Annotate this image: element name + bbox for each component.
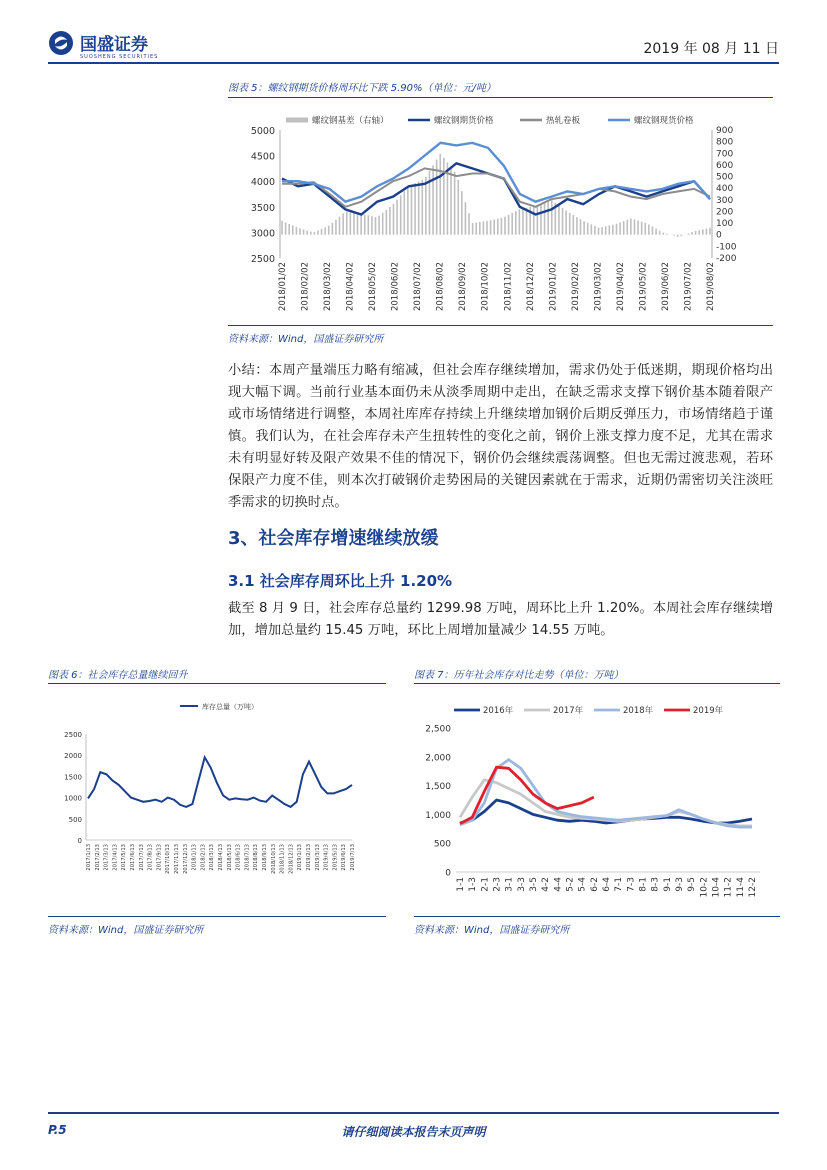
x-tick-label: 6-4 <box>602 877 612 892</box>
y-tick-label: 2000 <box>64 752 82 761</box>
x-tick-label: 2018/09/02 <box>458 262 469 311</box>
legend-label: 2017年 <box>553 706 584 716</box>
x-tick-label: 1-1 <box>456 877 466 892</box>
legend-label: 2016年 <box>483 706 514 716</box>
x-tick-label: 2018/8/13 <box>253 844 260 871</box>
y-tick-label: 3000 <box>250 228 275 240</box>
x-tick-label: 2018/05/02 <box>368 262 379 311</box>
y2-tick-label: 400 <box>716 184 734 195</box>
section3-heading: 3、社会库存增速继续放缓 <box>228 528 439 549</box>
x-tick-label: 9-1 <box>662 877 673 892</box>
x-tick-label: 5-2 <box>565 877 576 892</box>
x-tick-label: 2019/1/13 <box>297 844 304 871</box>
x-tick-label: 2019/2/13 <box>306 844 312 871</box>
x-tick-label: 2017/11/13 <box>174 844 180 874</box>
legend-label: 库存总量（万吨） <box>202 703 258 711</box>
figure7-caption: 图表 7：历年社会库存对比走势（单位：万吨） <box>414 670 624 681</box>
figure6-chart <box>48 688 386 913</box>
y-tick-label: 0 <box>77 837 82 845</box>
x-tick-label: 1-3 <box>468 877 479 892</box>
figure7-chart <box>414 688 780 913</box>
x-tick-label: 9-5 <box>687 877 698 892</box>
x-tick-label: 4-2 <box>541 877 552 892</box>
x-tick-label: 3-1 <box>504 877 515 892</box>
x-tick-label: 2019/4/13 <box>323 844 330 871</box>
figure5-source: 资料来源：Wind，国盛证券研究所 <box>228 334 384 345</box>
series-line <box>88 757 352 807</box>
x-tick-label: 12-2 <box>748 877 758 898</box>
x-tick-label: 7-3 <box>626 877 637 892</box>
x-tick-label: 10-2 <box>699 877 710 898</box>
y-tick-label: 2500 <box>64 731 82 739</box>
y2-tick-label: 100 <box>716 219 734 230</box>
logo-icon <box>48 30 74 56</box>
logo-subtext: SUOSHENG SECURITIES <box>80 54 159 60</box>
logo-text: 国盛证券 <box>80 35 148 55</box>
series-line <box>282 143 710 202</box>
x-tick-label: 2018/9/13 <box>262 844 268 871</box>
x-tick-label: 2018/04/02 <box>345 262 356 311</box>
x-tick-label: 2019/03/02 <box>593 262 604 311</box>
legend-label: 2018年 <box>623 706 654 716</box>
logo <box>48 28 178 64</box>
y-tick-label: 1000 <box>64 794 82 803</box>
x-tick-label: 9-3 <box>675 877 685 892</box>
x-tick-label: 2018/11/02 <box>503 262 514 311</box>
x-tick-label: 2018/06/02 <box>390 262 401 311</box>
x-tick-label: 3-3 <box>516 877 527 892</box>
x-tick-label: 2017/7/13 <box>138 844 145 871</box>
figure7-bottom-rule <box>414 916 780 917</box>
x-tick-label: 11-2 <box>723 877 734 898</box>
x-tick-label: 7-1 <box>614 877 625 892</box>
y-tick-label: 0 <box>445 868 451 879</box>
x-tick-label: 2018/6/13 <box>235 844 242 871</box>
y2-tick-label: 800 <box>716 137 734 148</box>
x-tick-label: 4-4 <box>553 877 564 892</box>
page-number: P.5 <box>48 1123 67 1137</box>
y2-tick-label: 600 <box>716 160 734 171</box>
y2-tick-label: 900 <box>716 126 734 136</box>
figure7-top-rule <box>414 683 780 684</box>
x-tick-label: 2019/05/02 <box>638 262 649 311</box>
figure6-source: 资料来源：Wind，国盛证券研究所 <box>48 925 204 936</box>
y2-tick-label: 200 <box>716 207 734 218</box>
x-tick-label: 2018/4/13 <box>218 844 224 871</box>
legend-label: 热轧卷板 <box>546 116 581 126</box>
y2-tick-label: 0 <box>716 230 722 241</box>
x-tick-label: 11-4 <box>735 877 746 898</box>
x-tick-label: 3-5 <box>529 877 539 892</box>
figure6-top-rule <box>48 683 386 684</box>
y-tick-label: 500 <box>68 815 82 824</box>
x-tick-label: 2019/02/02 <box>570 262 581 311</box>
x-tick-label: 2018/5/13 <box>226 844 233 871</box>
y-tick-label: 500 <box>433 839 451 850</box>
legend-label: 螺纹钢基差（右轴） <box>312 116 389 126</box>
x-tick-label: 2019/5/13 <box>332 844 339 871</box>
legend-label: 螺纹钢现货价格 <box>634 116 694 126</box>
x-tick-label: 2017/10/13 <box>165 844 172 874</box>
series-line <box>460 760 752 827</box>
x-tick-label: 2017/5/13 <box>121 844 128 871</box>
x-tick-label: 2019/07/02 <box>683 262 694 311</box>
x-tick-label: 2019/08/02 <box>706 262 716 311</box>
footer-notice: 请仔细阅读本报告末页声明 <box>341 1125 486 1139</box>
x-tick-label: 2017/12/13 <box>182 844 189 874</box>
x-tick-label: 10-4 <box>711 877 722 898</box>
y-tick-label: 1,500 <box>425 782 451 793</box>
x-tick-label: 2017/9/13 <box>156 844 163 871</box>
summary-paragraph: 小结：本周产量端压力略有缩减，但社会库存继续增加，需求仍处于低迷期，期现价格均出现大幅下调。当前行业基本面仍未从淡季周期中走出，在缺乏需求支撑下钢价基本随着限产或市场情绪进行调整，本周社库库存持续上升继续增加钢价后期反弹压力，市场情绪趋于谨慎。我们认为，在社会库存未产生扭转性的变化之前，钢价上涨支撑力度不足，尤其在需求未有明显好转及限产效果不佳的情况下，钢价仍会继续震荡调整。但也无需过渡悲观，若环保限产力度不佳，则本次打破钢价走势困局的关键因素就在于需求，近期仍需密切关注淡旺季需求的切换时点。 <box>228 363 773 510</box>
x-tick-label: 2018/7/13 <box>244 844 251 871</box>
legend-label: 2019年 <box>693 706 724 716</box>
x-tick-label: 2018/2/13 <box>200 844 207 871</box>
y2-tick-label: 300 <box>716 195 734 206</box>
x-tick-label: 2018/08/02 <box>435 262 446 311</box>
figure5-bottom-rule <box>228 325 773 326</box>
y-tick-label: 2,500 <box>425 724 451 735</box>
x-tick-label: 2017/6/13 <box>130 844 136 871</box>
x-tick-label: 2018/3/13 <box>209 844 216 871</box>
x-tick-label: 2017/3/13 <box>103 844 110 871</box>
x-tick-label: 2018/02/02 <box>300 262 311 311</box>
x-tick-label: 2019/04/02 <box>615 262 626 311</box>
x-tick-label: 2-1 <box>480 877 491 892</box>
y2-tick-label: 500 <box>716 172 734 183</box>
x-tick-label: 2019/3/13 <box>314 844 321 871</box>
y-tick-label: 4500 <box>250 151 275 163</box>
y2-tick-label: -200 <box>716 254 737 264</box>
x-tick-label: 2018/11/13 <box>279 844 286 874</box>
figure5-top-rule <box>228 97 773 98</box>
x-tick-label: 2017/8/13 <box>147 844 154 871</box>
y2-tick-label: 700 <box>716 149 734 160</box>
x-tick-label: 2019/01/02 <box>548 262 559 311</box>
x-tick-label: 5-4 <box>577 877 588 892</box>
x-tick-label: 2019/7/13 <box>350 844 356 871</box>
x-tick-label: 2018/10/13 <box>270 844 277 874</box>
y-tick-label: 2500 <box>250 254 275 265</box>
x-tick-label: 2019/6/13 <box>341 844 348 871</box>
report-date: 2019 年 08 月 11 日 <box>643 41 779 57</box>
figure6-bottom-rule <box>48 916 386 917</box>
figure5-caption: 图表 5：螺纹钢期货价格周环比下跌 5.90%（单位：元/吨） <box>228 83 496 94</box>
section31-body: 截至 8 月 9 日，社会库存总量约 1299.98 万吨，周环比上升 1.20%。本周社会库存继续增加，增加总量约 15.45 万吨，环比上周增加量减少 14.55 万吨。 <box>228 601 773 638</box>
x-tick-label: 2018/1/13 <box>191 844 198 871</box>
header-rule <box>48 62 779 64</box>
figure7-source: 资料来源：Wind，国盛证券研究所 <box>414 925 570 936</box>
y-tick-label: 3500 <box>250 202 275 214</box>
x-tick-label: 2017/2/13 <box>94 844 101 871</box>
y-tick-label: 1500 <box>64 773 82 782</box>
x-tick-label: 2018/01/02 <box>278 262 288 311</box>
y2-tick-label: -100 <box>716 242 737 253</box>
x-tick-label: 6-2 <box>589 877 600 892</box>
x-tick-label: 2017/4/13 <box>112 844 119 871</box>
x-tick-label: 2018/03/02 <box>323 262 334 311</box>
y-tick-label: 1,000 <box>425 810 451 821</box>
figure6-caption: 图表 6：社会库存总量继续回升 <box>48 670 188 681</box>
section31-heading: 3.1 社会库存周环比上升 1.20% <box>228 572 453 590</box>
x-tick-label: 2018/12/13 <box>288 844 295 874</box>
x-tick-label: 2018/10/02 <box>480 262 491 311</box>
footer-rule <box>48 1112 779 1114</box>
legend-label: 螺纹钢期货价格 <box>434 116 494 126</box>
x-tick-label: 2-3 <box>492 877 503 892</box>
x-tick-label: 2018/12/02 <box>525 262 536 311</box>
x-tick-label: 8-1 <box>638 877 649 892</box>
x-tick-label: 2019/06/02 <box>660 262 671 311</box>
y-tick-label: 5000 <box>250 126 275 137</box>
x-tick-label: 8-3 <box>650 877 661 892</box>
x-tick-label: 2017/1/13 <box>86 844 92 871</box>
figure5-chart <box>228 100 773 322</box>
y-tick-label: 4000 <box>250 177 275 189</box>
y-tick-label: 2,000 <box>425 753 451 764</box>
x-tick-label: 2018/07/02 <box>413 262 424 311</box>
